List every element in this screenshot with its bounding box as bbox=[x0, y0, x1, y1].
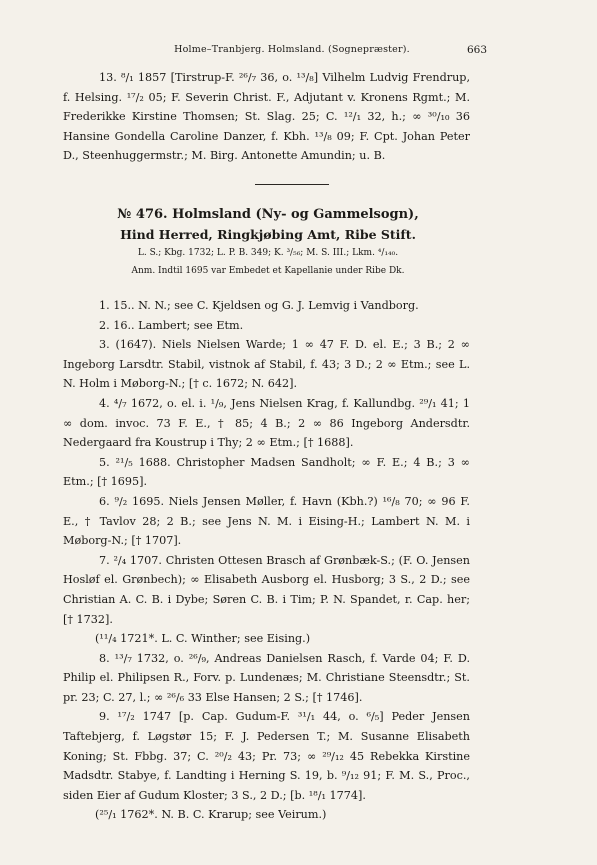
entry-number: 4. bbox=[99, 396, 110, 410]
entry-number: 5. bbox=[99, 455, 110, 469]
parish-district: Hind Herred, Ringkjøbing Amt, Ribe Stift. bbox=[120, 227, 416, 242]
entry-text: ²¹/₅ 1688. Christopher Madsen Sandholt; ∞ F. E.; 4 B.; 3 ∞ Etm.; [† 1695]. bbox=[63, 455, 470, 489]
entry-item bbox=[63, 296, 470, 316]
entry-text: ²/₄ 1707. Christen Ottesen Brasch af Grønbæk-S.; (F. O. Jensen Hosløf el. Grønbech); ∞ Elisabeth Ausborg el. Husborg; 3 S., 2 D.; see Christian A. C. B. i Dybe; Søren C. B. i Tim; P. N. Spandet, r. Cap. her; [† 1732]. bbox=[63, 553, 470, 626]
parish-note: Anm. Indtil 1695 var Embedet et Kapellanie under Ribe Dk. bbox=[131, 266, 405, 276]
entry-text: 16.. Lambert; see Etm. bbox=[113, 318, 244, 332]
entry-item bbox=[63, 551, 470, 629]
entry-number: 7. bbox=[99, 553, 110, 567]
entry-item bbox=[63, 394, 470, 453]
entry-number: 6. bbox=[99, 494, 110, 508]
entry-item bbox=[63, 805, 470, 825]
entry-item bbox=[63, 316, 470, 336]
entry-item bbox=[63, 707, 470, 805]
parish-heading bbox=[63, 204, 473, 280]
parish-title: № 476. Holmsland (Ny- og Gammelsogn), bbox=[117, 207, 419, 222]
entry-text: 15.. N. N.; see C. Kjeldsen og G. J. Lemvig i Vandborg. bbox=[113, 299, 419, 312]
section-divider bbox=[255, 184, 329, 185]
entry-text: ¹⁷/₂ 1747 [p. Cap. Gudum-F. ³¹/₁ 44, o. ⁶/₅] Peder Jensen Taftebjerg, f. Løgstør 15; F. J. Pedersen T.; M. Susanne Elisabeth Koning; St. Fbbg. 37; C. ²⁰/₂ 43; Pr. 73; ∞ ²⁹/₁₂ 45 Rebekka Kirstine Madsdtr. Stabye, f. Landting i Herning S. 19, b. ⁹/₁₂ 91; F. M. S., Proc., siden Eier af Gudum Kloster; 3 S., 2 D.; [b. ¹⁸/₁ 1774]. bbox=[63, 710, 470, 802]
entry-item bbox=[63, 453, 470, 492]
entry-list bbox=[63, 296, 470, 825]
entry-number: 13. bbox=[99, 71, 117, 84]
entry-number: 3. bbox=[99, 338, 110, 352]
entry-item bbox=[63, 492, 470, 551]
entry-13 bbox=[63, 68, 470, 166]
parish-references: L. S.; Kbg. 1732; L. P. B. 349; K. ³/₅₆; M. S. III.; Lkm. ⁴/₁₄₀. bbox=[137, 248, 399, 258]
entry-number: 8. bbox=[99, 651, 110, 665]
page-number: 663 bbox=[466, 44, 487, 56]
running-head: Holme–Tranbjerg. Holmsland. (Sognepræster). bbox=[174, 44, 410, 55]
entry-number: 2. bbox=[99, 318, 110, 332]
entry-text: ⁹/₂ 1695. Niels Jensen Møller, f. Havn (Kbh.?) ¹⁶/₈ 70; ∞ 96 F. E., † Tavlov 28; 2 B.; see Jens N. M. i Eising-H.; Lambert N. M. i Møborg-N.; [† 1707]. bbox=[63, 494, 470, 548]
entry-text: (1647). Niels Nielsen Warde; 1 ∞ 47 F. D. el. E.; 3 B.; 2 ∞ Ingeborg Larsdtr. Stabil, vistnok af Stabil, f. 43; 3 D.; 2 ∞ Etm.; see L. N. Holm i Møborg-N.; [† c. 1672; N. 642]. bbox=[63, 338, 470, 391]
entry-text: (¹¹/₄ 1721*. L. C. Winther; see Eising.) bbox=[95, 632, 311, 646]
entry-item bbox=[63, 335, 470, 394]
entry-number: 9. bbox=[99, 710, 110, 724]
entry-item bbox=[63, 629, 470, 649]
entry-text: ¹³/₇ 1732, o. ²⁶/₉, Andreas Danielsen Rasch, f. Varde 04; F. D. Philip el. Philipsen R., Forv. p. Lundenæs; M. Christiane Steensdtr.; St. pr. 23; C. 27, l.; ∞ ²⁶/₆ 33 Else Hansen; 2 S.; [† 1746]. bbox=[63, 651, 470, 704]
entry-number: 1. bbox=[99, 299, 110, 312]
entry-text: ⁴/₇ 1672, o. el. i. ¹/₉, Jens Nielsen Krag, f. Kallundbg. ²⁹/₁ 41; 1 ∞ dom. invoc. 73 F. E., † 85; 4 B.; 2 ∞ 86 Ingeborg Andersdtr. Nedergaard fra Koustrup i Thy; 2 ∞ Etm.; [† 1688]. bbox=[63, 396, 470, 450]
entry-text: ⁸/₁ 1857 [Tirstrup-F. ²⁶/₇ 36, o. ¹³/₈] Vilhelm Ludvig Frendrup, f. Helsing. ¹⁷/₂ 05; F. Severin Christ. F., Adjutant v. Kronens Rgmt.; M. Frederikke Kirstine Thomsen; St. Slag. 25; C. ¹²/₁ 32, h.; ∞ ³⁰/₁₀ 36 Hansine Gondella Caroline Danzer, f. Kbh. ¹³/₈ 09; F. Cpt. Johan Peter D., Steenhuggermstr.; M. Birg. Antonette Amundin; u. B. bbox=[63, 71, 471, 163]
entry-text: (²⁵/₁ 1762*. N. B. C. Krarup; see Veirum.) bbox=[95, 808, 327, 822]
entry-item bbox=[63, 649, 470, 708]
entry-13-paragraph bbox=[63, 68, 470, 166]
